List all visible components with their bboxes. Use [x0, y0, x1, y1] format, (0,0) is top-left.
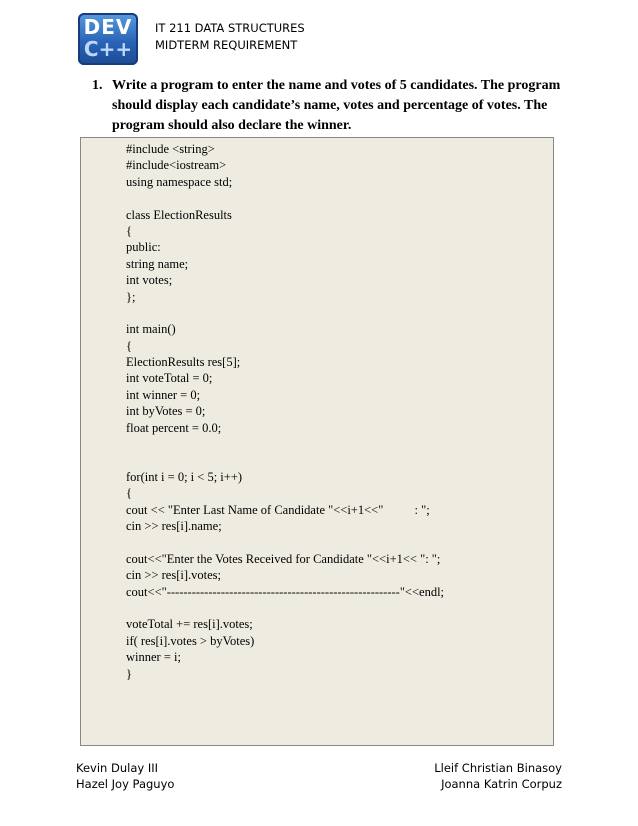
code-line: cin >> res[i].name;: [126, 518, 222, 533]
code-line: int byVotes = 0;: [126, 404, 206, 419]
document-header: [155, 20, 305, 54]
author-name: Hazel Joy Paguyo: [76, 777, 175, 791]
author-name: Lleif Christian Binasoy: [434, 761, 562, 775]
code-line: winner = i;: [126, 650, 181, 665]
dev-cpp-logo: [78, 13, 138, 65]
author-name: Joanna Katrin Corpuz: [441, 777, 562, 791]
code-line: {: [126, 486, 132, 501]
code-line: using namespace std;: [126, 174, 233, 189]
code-line: float percent = 0.0;: [126, 420, 222, 435]
code-line: int winner = 0;: [126, 387, 201, 402]
code-line: ElectionResults res[5];: [126, 355, 241, 370]
code-line: string name;: [126, 256, 189, 271]
question-text: Write a program to enter the name and votes of 5 candidates. The program should display each candidate’s name, votes and percentage of votes. The program should also declare the winner.: [112, 78, 561, 133]
code-line: int votes;: [126, 273, 173, 288]
code-line: [126, 190, 444, 206]
code-line: {: [126, 223, 132, 238]
code-line: [126, 436, 444, 452]
code-line: [126, 305, 444, 321]
requirement-title: MIDTERM REQUIREMENT: [155, 38, 298, 52]
code-line: }: [126, 666, 132, 681]
code-line: int main(): [126, 322, 176, 337]
code-listing: [126, 141, 444, 682]
code-line: {: [126, 338, 132, 353]
code-line: int voteTotal = 0;: [126, 371, 213, 386]
code-line: [126, 600, 444, 616]
code-line: voteTotal += res[i].votes;: [126, 617, 253, 632]
code-line: [126, 452, 444, 468]
code-line: cout<<"Enter the Votes Received for Candidate "<<i+1<< ": ";: [126, 551, 441, 566]
code-line: cout<<"--------------------------------------------------------"<<endl;: [126, 584, 445, 599]
code-line: #include<iostream>: [126, 158, 227, 173]
author-name: Kevin Dulay III: [76, 761, 159, 775]
code-line: #include <string>: [126, 142, 215, 156]
code-line: [126, 534, 444, 550]
code-line: if( res[i].votes > byVotes): [126, 633, 255, 648]
code-line: };: [126, 289, 136, 304]
code-line: public:: [126, 240, 161, 255]
course-title: IT 211 DATA STRUCTURES: [155, 21, 305, 35]
code-line: class ElectionResults: [126, 207, 232, 222]
code-line: for(int i = 0; i < 5; i++): [126, 469, 243, 484]
question-number: 1.: [92, 78, 103, 93]
code-box: [80, 137, 554, 746]
footer-right-authors: [434, 760, 562, 792]
code-line: cin >> res[i].votes;: [126, 568, 221, 583]
code-line: cout << "Enter Last Name of Candidate "<<i+1<<" : ";: [126, 502, 430, 517]
question: [92, 76, 562, 136]
logo-bottom-text: C++: [83, 37, 133, 61]
logo-top-text: DEV: [83, 15, 133, 39]
footer-left-authors: [76, 760, 174, 792]
